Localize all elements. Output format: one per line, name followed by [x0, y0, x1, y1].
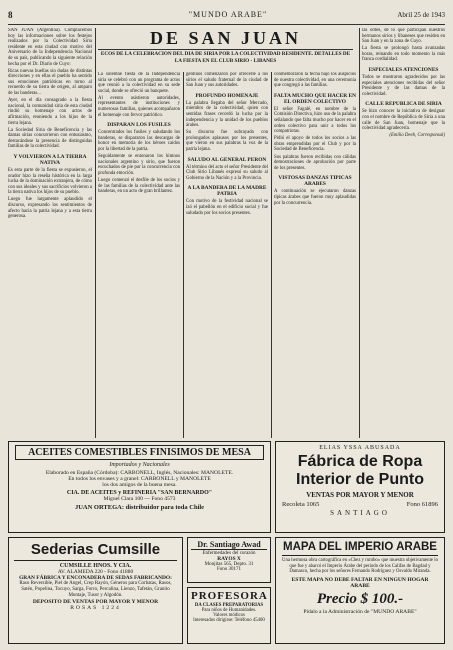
- ad-mapa-title: MAPA DEL IMPERIO ARABE: [282, 541, 438, 556]
- column-3-paragraph: Con motivo de la festividad nacional se izó el pabellón en el edificio social y fue saludado por los socios presentes.: [186, 199, 268, 216]
- ad-yssa-phone: Fono 61896: [406, 501, 438, 508]
- column-4-paragraph: Pidió el apoyo de todos los socios a las obras emprendidas por el Club y por la Sociedad de Beneficencia.: [274, 136, 356, 153]
- column-3-heading: A LA BANDERA DE LA MADRE PATRIA: [187, 185, 267, 198]
- column-2-paragraph: Seguidamente se entonaron los himnos nacionales argentino y sirio, que fueron escuchados de pie por la concurrencia con profunda emoción.: [98, 154, 180, 176]
- ad-mapa-price: Precio $ 100.-: [316, 590, 404, 607]
- ad-awad-line: Fono 30171: [216, 567, 242, 572]
- main-subtitle: ECOS DE LA CELEBRACION DEL DIA DE SIRIA POR LA COLECTIVIDAD RESIDENTE. DETALLES DE LA FIESTA EN EL CLUB SIRIO - LIBANES: [100, 51, 351, 64]
- column-5-paragraph: Se hizo conocer la iniciativa de designar con el nombre de República de Siria a una calle de San Juan, homenaje que la colectividad agradecería.: [362, 109, 445, 132]
- column-4-heading: VISTOSAS DANZAS TIPICAS ARABES: [278, 175, 352, 188]
- ad-yssa-contact: [282, 501, 438, 508]
- column-2-paragraph: Luego comenzó el desfile de los socios y de las familias de la colectividad ante las banderas, en un acto de gran brillantez.: [98, 178, 180, 195]
- column-2-paragraph: Concentrados los fusiles y saludando los banderas, se dispararon las descargas de honor en memoria de los héroes caídos por la libertad de la patria.: [98, 130, 180, 153]
- column-1-paragraph: Luego fue largamente aplaudido el discurso, expresando los sentimientos de afecto hacia la patria lejana y a esta tierra generosa.: [8, 197, 92, 220]
- column-1-paragraph: La Sociedad Siria de Beneficencia y las damas sirias concurrieron con entusiasmo, destacándose la presencia de distinguidas familias de la colectividad.: [8, 127, 92, 150]
- ad-yssa-owner: ELIAS YSSA ABUSADA: [319, 445, 401, 451]
- article-column-2: [98, 72, 180, 438]
- ad-profesora-line: Interesados dirigirse: Teléfono 45400: [193, 618, 265, 623]
- ad-aceites-subtitle: Importados y Nacionales: [109, 462, 170, 468]
- article-column-4: [274, 72, 356, 438]
- ad-profesora: [187, 587, 271, 644]
- ad-aceites-owner: JUAN ORTEGA: distribuidor para toda Chile: [74, 504, 205, 511]
- column-3-paragraph: Al término del acto el señor Presidente del Club Sirio Libanés expresó su saludo al Gobierno de la Nación y a la Provincia.: [186, 164, 268, 181]
- page-number: 8: [8, 10, 13, 20]
- ad-profesora-line: Para niños de Humanidades.: [201, 608, 257, 613]
- ad-awad-title: Dr. Santiago Awad: [191, 540, 267, 550]
- ad-mapa-notice: ESTE MAPA NO DEBE FALTAR EN NINGUN HOGAR ARABE: [291, 576, 429, 589]
- column-3-heading: SALUDO AL GENERAL PERON: [187, 156, 267, 163]
- ad-mapa-order: Pídalo a la Administración de "MUNDO ARABE": [303, 608, 417, 615]
- article-column-5: [362, 28, 445, 438]
- ad-mapa: [275, 537, 445, 644]
- column-3-paragraph: Su discurso fue subrayado con prolongados aplausos por los presentes, que vieron en sus palabras la voz de la patria lejana.: [186, 130, 268, 153]
- ad-awad-line: RAYOS X: [217, 556, 241, 562]
- ad-cumsille-line: DEPOSITO DE VENTAS POR MAYOR Y MENOR: [32, 599, 159, 606]
- article-column-1: [8, 28, 92, 436]
- ad-profesora-title: PROFESORA: [191, 590, 268, 602]
- main-headline: DE SAN JUAN: [149, 28, 301, 48]
- ad-aceites: [8, 441, 271, 533]
- column-3-paragraph: La palabra llegaba del señor Mercado, miembro de la colectividad, quien con sentidas frases recordó la lucha por la independencia y la unidad de los pueblos árabes.: [186, 100, 268, 129]
- ad-cumsille-line: AV. ALAMEDA 220 - Fono 41880: [57, 569, 134, 575]
- column-3-heading: PROFUNDO HOMENAJE: [195, 92, 259, 99]
- ad-yssa-address: Recoleta 1065: [282, 501, 320, 508]
- column-5-paragraph: las ordes, de lo que participan nuestros hermanos sirios y libaneses que residen en San Juan y en la zona de Cuyo.: [362, 28, 445, 45]
- column-5-signature: (Emilio Deeb, Corresponsal): [389, 133, 445, 139]
- ad-yssa-title: Fábrica de Ropa: [297, 453, 423, 470]
- column-4-heading: FALTA MUCHO QUE HACER EN EL ORDEN COLECTIVO: [274, 92, 356, 105]
- column-4-paragraph: El señor Fagalé, en nombre de la Comisión Directiva, hizo uso de la palabra señalando que falta mucho por hacer en el orden colectivo para unir a todos los compatriotas.: [274, 106, 356, 135]
- ad-cumsille: [8, 537, 183, 644]
- ad-cumsille-line: ROSAS 1224: [70, 605, 121, 612]
- ad-aceites-line: los dos amigos de la buena mesa.: [102, 482, 177, 488]
- masthead: [8, 10, 445, 24]
- column-1-heading: Y VOLVIERON A LA TIERRA NATIVA: [13, 153, 87, 166]
- ad-aceites-title: ACEITES COMESTIBLES FINISIMOS DE MESA: [15, 445, 264, 460]
- paper-name: "MUNDO ARABE": [188, 10, 268, 19]
- ad-yssa-title: Interior de Punto: [296, 471, 424, 488]
- article-column-3: [186, 72, 268, 438]
- ad-awad: [187, 537, 271, 583]
- ad-aceites-company: CIA. DE ACEITES y REFINERIA "SAN BERNARDO": [66, 490, 213, 496]
- ad-cumsille-line: CUMSILLE HNOS. Y CIA.: [59, 563, 132, 569]
- ad-yssa-sales: VENTAS POR MAYOR Y MENOR: [306, 491, 414, 499]
- column-5-heading: CALLE REPUBLICA DE SIRIA: [365, 101, 442, 108]
- column-2-heading: DISPARAN LOS FUSILES: [107, 122, 171, 129]
- column-4-paragraph: conmemoraron la fecha bajo los auspicios de nuestra colectividad, en una ceremonia que congregó a las familias.: [274, 72, 356, 89]
- column-5-paragraph: La fiesta se prolongó hasta avanzadas horas, reinando en todo momento la más franca cordialidad.: [362, 46, 445, 63]
- ad-yssa-city: SANTIAGO: [330, 509, 390, 517]
- column-4-paragraph: A continuación se ejecutaron danzas típicas árabes que fueron muy aplaudidas por la concurrencia.: [274, 189, 356, 206]
- column-5-paragraph: Todos se mostraron agradecidos por las especiales atenciones recibidas del señor Presidente y de las damas de la colectividad.: [362, 75, 445, 97]
- column-1-lead: SAN JUAN (Argentina). Complacemos hoy las informaciones sobre los festejos realizados por la Colectividad Siria residente en esta ciudad con motivo del Aniversario de la Independencia Nacional de su país, publicando la siguiente relación hecha por el Dr. Diario de Cuyo:: [8, 28, 92, 67]
- ad-awad-line: Monjitas 565, Depto. 31: [204, 562, 254, 567]
- column-2-paragraph: Al evento asistieron autoridades, representantes de instituciones y numerosas familias, quienes acompañaron el homenaje con fervor patriótico.: [98, 95, 180, 118]
- ad-awad-line: Enfermedades del corazón: [202, 551, 256, 556]
- ad-aceites-line: Elaborado en España (Córdoba): CARBONELL, Inglés, Nacionales: MANOLETE.: [45, 470, 234, 476]
- ad-profesora-line: Valores módicos: [213, 613, 245, 618]
- column-5-heading: ESPECIALES ATENCIONES: [368, 67, 439, 74]
- main-headline-block: [98, 28, 353, 68]
- ad-cumsille-title: Sederias Cumsille: [14, 541, 177, 561]
- column-1-paragraph: Ricas nuevas huellas sin dudas de distintas direcciones y en ellas el pueblo ha sentido sus emociones patrióticas en torno al recuerdo de su tierra de origen, al amparo de las banderas...: [8, 68, 92, 97]
- ad-cumsille-line: Raso Reversible, Piel de Angel, Crep Rayón, Géneros para Corbatas, Rasos, Satén, Popelina, Tocuyo, Sarga, Forro, Percalina, Lienzo, Tafetán, Granito Montaje, Tusor y Algodón.: [19, 581, 172, 598]
- ad-yssa: [275, 441, 445, 533]
- column-1-paragraph: Es esta parte de la fiesta se expusieron, el orador hizo la reseña histórica en la larga lucha de la dominación extranjera, de cómo con sus ideales y sus sacrificios volvieron a la tierra nativa los hijos de su pueblo.: [8, 167, 92, 196]
- column-3-paragraph: gentinos comenzaron por ofrecerle a los sirios el saludo fraternal de la ciudad de San Juan y sus autoridades.: [186, 72, 268, 89]
- ad-mapa-description: Una hermosa obra cartográfica en «Chez y rumbo» que muestra objetivamente lo que fue y abarcó el Imperio Árabe del periodo de los Califas de Bagdad y Damasco, hecha por los señores Fernando Rodríguez y Osvaldo Miranda.: [282, 558, 438, 575]
- ad-aceites-line: En todos los envases y a granel: CARBONELL y MANOLETE: [68, 476, 211, 482]
- issue-date: Abril 25 de 1943: [397, 11, 445, 19]
- column-1-paragraph: Ayer, en el día consagrado a la fiesta nacional, la comunidad siria de esta ciudad rindió su homenaje con actos de afirmación, reuniendo a los hijos de la tierra lejana.: [8, 98, 92, 126]
- ad-profesora-line: DA CLASES PREPARATORIAS: [194, 603, 264, 608]
- column-4-paragraph: Sus palabras fueron recibidas con cálidas demostraciones de aprobación por parte de los presentes.: [274, 154, 356, 171]
- ad-aceites-address: Miguel Clara 100 — Fono 4573: [103, 496, 176, 502]
- ad-cumsille-line: GRAN FÁBRICA Y ENCONADERA DE SEDAS FABRICANDO:: [19, 575, 172, 581]
- column-2-paragraph: La solemne fiesta de la Independencia siria se celebró con un programa de actos que reunió a la colectividad en su sede social, donde se ofreció un banquete.: [98, 72, 180, 94]
